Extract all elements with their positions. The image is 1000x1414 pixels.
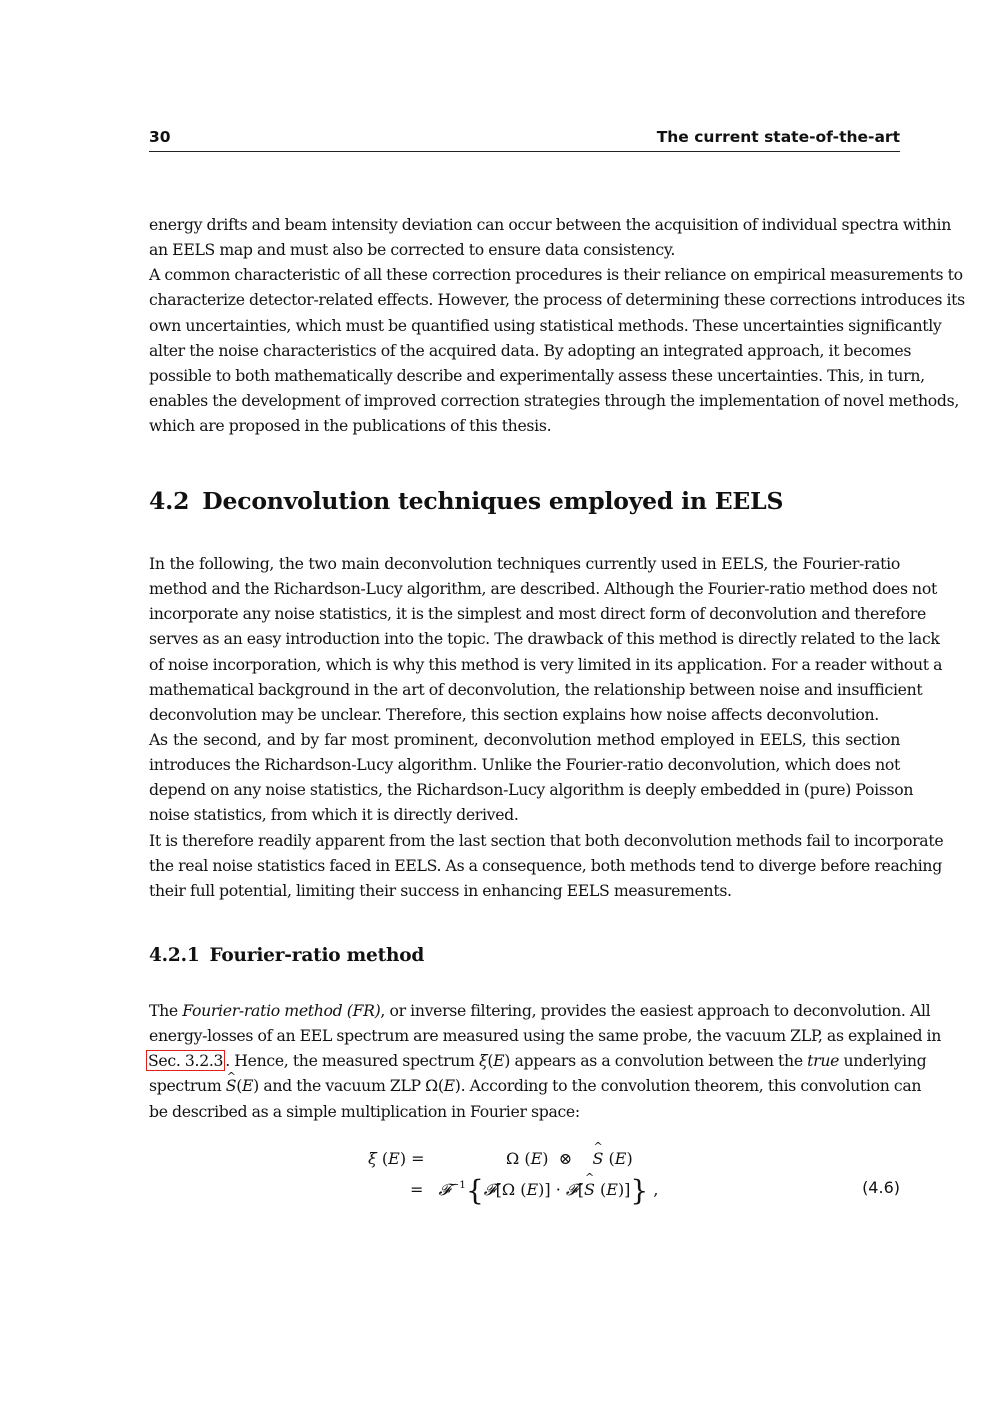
italic-term: Fourier-ratio method (FR) xyxy=(182,1001,381,1020)
text-line: serves as an easy introduction into the topic. The drawback of this method is directly related to the lack xyxy=(149,629,940,649)
page-number: 30 xyxy=(149,128,171,146)
equation-number: (4.6) xyxy=(862,1178,900,1197)
text-line: which are proposed in the publications of this thesis. xyxy=(149,416,552,436)
text-line: noise statistics, from which it is directly derived. xyxy=(149,805,519,825)
text-line: It is therefore readily apparent from the last section that both deconvolution methods fail to incorporate xyxy=(149,830,944,850)
text-line: an EELS map and must also be corrected to ensure data consistency. xyxy=(149,240,675,260)
subsection-number: 4.2.1 xyxy=(149,945,200,966)
section-title: Deconvolution techniques employed in EELS xyxy=(202,487,784,515)
text-line: their full potential, limiting their success in enhancing EELS measurements. xyxy=(149,880,732,900)
text-line: energy drifts and beam intensity deviation can occur between the acquisition of individual spectra within xyxy=(149,215,951,234)
text-line: The Fourier-ratio method (FR), or inverse filtering, provides the easiest approach to deconvolution. All xyxy=(149,1001,931,1020)
text-line: alter the noise characteristics of the acquired data. By adopting an integrated approach, it becomes xyxy=(149,340,912,360)
subsection-heading xyxy=(149,945,424,966)
paragraph-intro-deconvolution xyxy=(149,551,943,727)
paragraph-energy-drifts xyxy=(149,212,951,262)
text-line: Sec. 3.2.3 . Hence, the measured spectrum ξ(E) appears as a convolution between the true underlying xyxy=(148,1051,927,1071)
text-line: deconvolution may be unclear. Therefore, this section explains how noise affects deconvolution. xyxy=(149,704,879,724)
math-S-hat-E: ^ S(E) xyxy=(226,1076,259,1095)
text-line: mathematical background in the art of deconvolution, the relationship between noise and insufficient xyxy=(149,679,923,699)
text-line: be described as a simple multiplication in Fourier space: xyxy=(149,1101,580,1121)
text-line: spectrum ^ S(E) and the vacuum ZLP Ω(E). According to the convolution theorem, this convolution can xyxy=(149,1073,900,1098)
equation-lhs: ξ (E) = xyxy=(368,1149,425,1168)
text-line: introduces the Richardson-Lucy algorithm. Unlike the Fourier-ratio deconvolution, which does not xyxy=(149,755,900,775)
text-line: characterize detector-related effects. However, the process of determining these corrections introduces its xyxy=(149,290,965,310)
text-line: As the second, and by far most prominent, deconvolution method employed in EELS, this section xyxy=(149,730,900,749)
text-line: possible to both mathematically describe and experimentally assess these uncertainties. This, in turn, xyxy=(149,365,925,385)
equation-line-2: = 𝓕$^{-1}${𝓕[Ω (E)] · 𝓕[^ S (E)]} , xyxy=(410,1174,658,1207)
text-line: In the following, the two main deconvolution techniques currently used in EELS, the Fourier-ratio xyxy=(149,554,900,573)
text-line: enables the development of improved correction strategies through the implementation of novel methods, xyxy=(149,391,960,410)
text-line: own uncertainties, which must be quantified using statistical methods. These uncertainties significantly xyxy=(149,315,942,335)
text-line: A common characteristic of all these correction procedures is their reliance on empirical measurements to xyxy=(149,265,963,285)
running-title: The current state-of-the-art xyxy=(656,128,900,146)
paragraph-correction-procedures xyxy=(149,262,965,438)
section-reference-link[interactable]: Sec. 3.2.3 xyxy=(148,1051,224,1071)
math-omega-E: Ω(E) xyxy=(425,1076,461,1096)
text-line: incorporate any noise statistics, it is the simplest and most direct form of deconvolution and therefore xyxy=(149,604,926,624)
text-line: method and the Richardson-Lucy algorithm, are described. Although the Fourier-ratio method does not xyxy=(149,579,937,599)
paragraph-conclusion xyxy=(149,828,944,903)
italic-term: true xyxy=(807,1051,840,1071)
subsection-title: Fourier-ratio method xyxy=(209,945,425,966)
section-heading xyxy=(149,487,783,515)
running-header xyxy=(149,126,900,152)
text-line: energy-losses of an EEL spectrum are measured using the same probe, the vacuum ZLP, as explained in xyxy=(149,1026,942,1046)
text-line: depend on any noise statistics, the Richardson-Lucy algorithm is deeply embedded in (pure) Poisson xyxy=(149,780,914,800)
equation-line-1: Ω (E) ⊗ ^ S (E) xyxy=(506,1149,633,1168)
paragraph-fourier-ratio xyxy=(148,998,942,1124)
math-xi-E: ξ(E) xyxy=(478,1051,511,1071)
text-line: the real noise statistics faced in EELS. As a consequence, both methods tend to diverge before reaching xyxy=(149,855,942,875)
text-line: of noise incorporation, which is why this method is very limited in its application. For a reader without a xyxy=(149,654,943,674)
paragraph-richardson-lucy xyxy=(149,727,914,828)
section-number: 4.2 xyxy=(149,487,190,515)
